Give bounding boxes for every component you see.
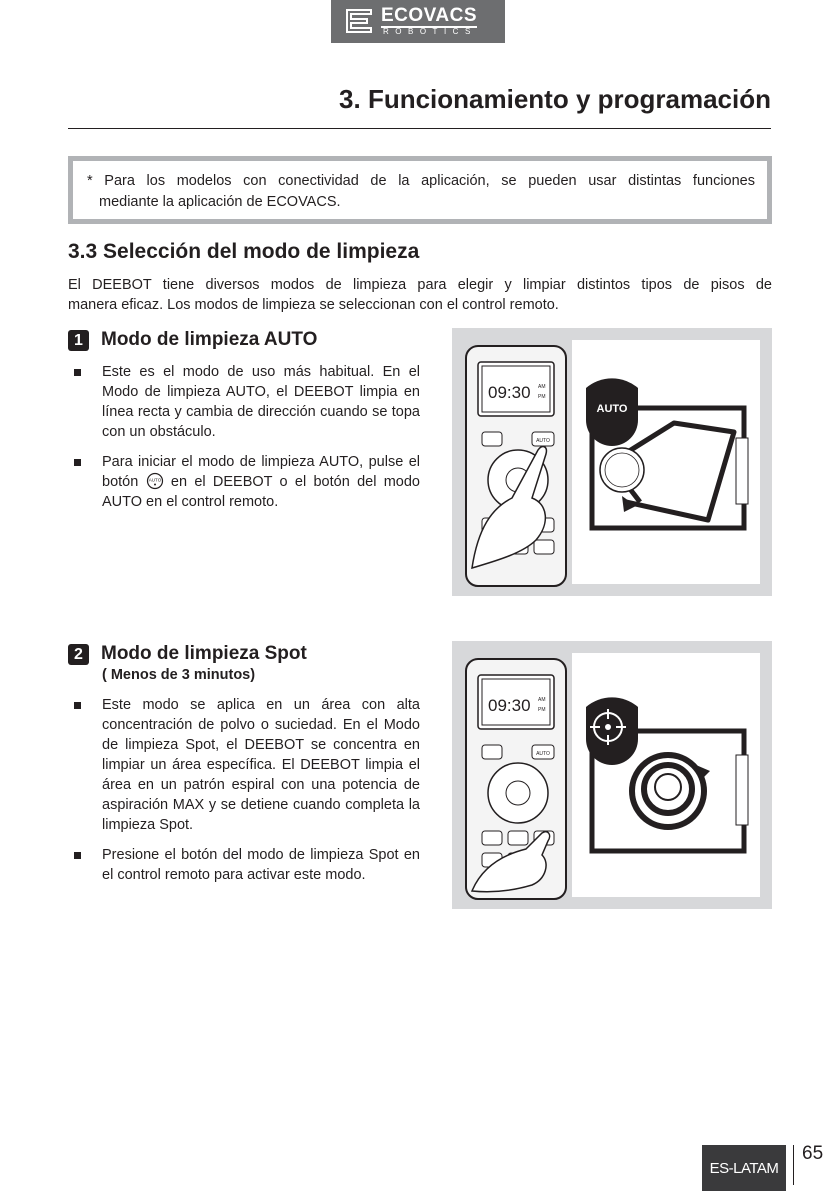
mode-auto-title: Modo de limpieza AUTO	[101, 329, 318, 350]
mode-number-badge: 2	[68, 644, 89, 665]
ecovacs-logo-icon	[345, 8, 373, 34]
remote-am: AM	[538, 384, 546, 390]
mode-spot-bullets	[68, 695, 420, 895]
note-line-2: mediante la aplicación de ECOVACS.	[99, 194, 341, 210]
list-item: Este modo se aplica en un área con alta concentración de polvo o suciedad. En el Modo de limpieza Spot, el DEEBOT se concentra en limpiar un área específica. El DEEBOT limpia el área en un patrón espiral con una potencia de aspiración MAX y se detiene cuando completa la limpieza Spot.	[68, 695, 420, 835]
remote-am: AM	[538, 697, 546, 703]
page-number: 65	[802, 1143, 824, 1164]
logo-sub: ROBOTICS	[383, 27, 477, 36]
svg-text:AUTO: AUTO	[148, 477, 161, 483]
note-line-1: * Para los modelos con conectividad de la aplicación, se pueden usar distintas funciones	[87, 173, 755, 189]
auto-mode-figure	[452, 328, 772, 596]
list-item	[68, 452, 420, 512]
mode-spot-subtitle: ( Menos de 3 minutos)	[102, 667, 256, 683]
title-divider	[68, 128, 771, 129]
remote-pm: PM	[538, 394, 546, 400]
mode-number-badge: 1	[68, 330, 89, 351]
language-badge: ES-LATAM	[702, 1145, 786, 1191]
section-heading: 3.3 Selección del modo de limpieza	[68, 240, 420, 263]
mode-auto-bullets	[68, 362, 420, 522]
list-item: Presione el botón del modo de limpieza Spot en el control remoto para activar este modo.	[68, 845, 420, 885]
bullet-text-after: en el DEEBOT o el botón del modo AUTO en el control remoto.	[102, 474, 420, 510]
auto-mode-illustration	[452, 328, 772, 596]
spot-mode-figure	[452, 641, 772, 909]
mode-spot-title: Modo de limpieza Spot	[101, 643, 307, 664]
app-note-box	[68, 156, 772, 224]
intro-line-2: manera eficaz. Los modos de limpieza se seleccionan con el control remoto.	[68, 297, 559, 313]
mode-spot-heading	[68, 643, 307, 665]
remote-time: 09:30	[488, 696, 531, 715]
bullet-text-before: Para iniciar el modo de limpieza AUTO, pulse el botón	[102, 454, 420, 490]
footer-divider	[793, 1145, 794, 1185]
remote-auto-button-label: AUTO	[536, 751, 550, 757]
intro-line-1: El DEEBOT tiene diversos modos de limpieza para elegir y limpiar distintos tipos de pisos de	[68, 277, 772, 293]
mode-auto-heading	[68, 329, 317, 351]
ecovacs-logo	[331, 0, 505, 43]
logo-brand: ECOVACS	[381, 5, 478, 26]
remote-auto-button-label: AUTO	[536, 438, 550, 444]
spot-mode-illustration	[452, 641, 772, 909]
remote-time: 09:30	[488, 383, 531, 402]
section-intro	[68, 275, 772, 315]
auto-button-icon	[146, 472, 164, 490]
list-item: Este es el modo de uso más habitual. En el Modo de limpieza AUTO, el DEEBOT limpia en línea recta y cambia de dirección cuando se topa con un obstáculo.	[68, 362, 420, 442]
chapter-title: 3. Funcionamiento y programación	[339, 84, 771, 114]
auto-label: AUTO	[596, 403, 628, 415]
remote-pm: PM	[538, 707, 546, 713]
